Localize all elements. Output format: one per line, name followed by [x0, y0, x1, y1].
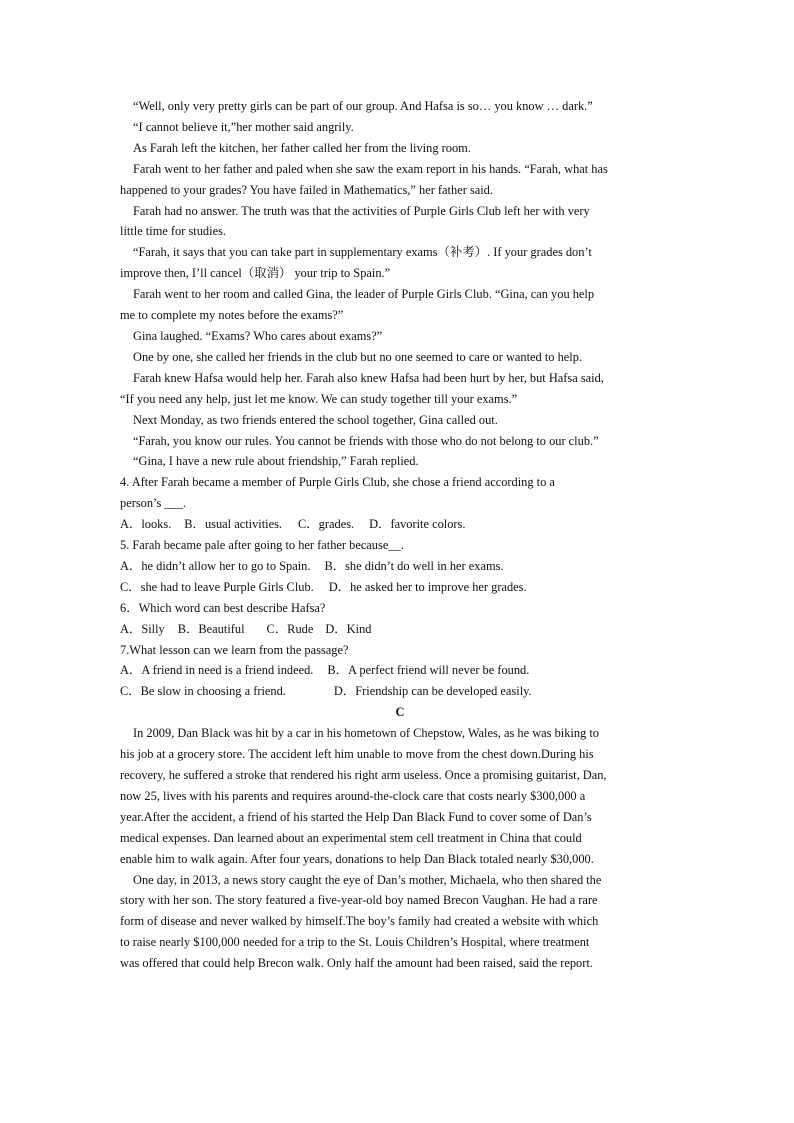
document-page	[120, 96, 680, 974]
passage-b-end-line: me to complete my notes before the exams?”	[120, 308, 344, 323]
passage-c-line: recovery, he suffered a stroke that rendered his right arm useless. Once a promising guitarist, Dan,	[120, 768, 607, 782]
question-stem: 4. After Farah became a member of Purple Girls Club, she chose a friend according to a	[120, 475, 555, 490]
answer-option[interactable]: A．Silly	[120, 621, 165, 636]
passage-c-line: enable him to walk again. After four years, donations to help Dan Black totaled nearly $30,000.	[120, 851, 594, 866]
passage-b-end-line: “If you need any help, just let me know. We can study together till your exams.”	[120, 391, 518, 406]
section-c-heading: C	[395, 705, 405, 720]
answer-option[interactable]: C．Be slow in choosing a friend.	[120, 684, 286, 699]
answer-option[interactable]: A．he didn’t allow her to go to Spain.	[120, 558, 311, 573]
passage-b-end-line: Farah had no answer. The truth was that the activities of Purple Girls Club left her with very	[133, 203, 590, 218]
passage-b-end-line: One by one, she called her friends in the club but no one seemed to care or wanted to help.	[133, 349, 583, 364]
option-row	[120, 681, 680, 702]
passage-b-end-line: “Farah, you know our rules. You cannot be friends with those who do not belong to our club.”	[133, 433, 599, 448]
answer-option[interactable]: A．looks.	[120, 517, 172, 532]
answer-option[interactable]: B．usual activities.	[184, 517, 283, 532]
passage-b-end-line: “Well, only very pretty girls can be part of our group. And Hafsa is so… you know … dark.”	[133, 99, 593, 113]
passage-c-line: to raise nearly $100,000 needed for a trip to the St. Louis Children’s Hospital, where treatment	[120, 935, 590, 950]
answer-option[interactable]: C．Rude	[266, 621, 314, 636]
answer-option[interactable]: D．Friendship can be developed easily.	[333, 684, 532, 699]
passage-b-end-line: Farah went to her father and paled when she saw the exam report in his hands. “Farah, what has	[133, 161, 608, 176]
passage-b-end-line: happened to your grades? You have failed in Mathematics,” her father said.	[120, 182, 493, 197]
passage-c-line: In 2009, Dan Black was hit by a car in his hometown of Chepstow, Wales, as he was biking to	[133, 726, 599, 741]
passage-c	[120, 723, 680, 974]
passage-c-line: year.After the accident, a friend of his started the Help Dan Black Fund to cover some of Dan’s	[120, 809, 592, 824]
option-row	[120, 660, 680, 681]
passage-b-end-line: “Farah, it says that you can take part in supplementary exams（补考）. If your grades don’t	[133, 245, 592, 260]
question-list	[120, 472, 680, 702]
question-stem: 7.What lesson can we learn from the passage?	[120, 642, 349, 657]
passage-c-line: now 25, lives with his parents and requires around-the-clock care that costs nearly $300,000 a	[120, 788, 586, 803]
question-stem: 5. Farah became pale after going to her father because__.	[120, 538, 404, 553]
passage-b-end-line: “Gina, I have a new rule about friendship,” Farah replied.	[133, 454, 419, 469]
option-row	[120, 514, 680, 535]
answer-option[interactable]: C．she had to leave Purple Girls Club.	[120, 579, 314, 594]
question-stem: person’s ___.	[120, 496, 187, 511]
passage-c-line: his job at a grocery store. The accident left him unable to move from the chest down.During his	[120, 747, 594, 762]
answer-option[interactable]: B．she didn’t do well in her exams.	[324, 558, 504, 573]
passage-b-end-line: Farah knew Hafsa would help her. Farah also knew Hafsa had been hurt by her, but Hafsa said,	[133, 370, 604, 385]
passage-c-line: One day, in 2013, a news story caught the eye of Dan’s mother, Michaela, who then shared the	[133, 872, 602, 887]
passage-b-end-line: little time for studies.	[120, 224, 226, 239]
passage-c-line: medical expenses. Dan learned about an experimental stem cell treatment in China that could	[120, 830, 582, 845]
passage-b-end-line: “I cannot believe it,”her mother said angrily.	[133, 119, 354, 134]
answer-option[interactable]: D．he asked her to improve her grades.	[328, 579, 527, 594]
passage-c-line: form of disease and never walked by himself.The boy’s family had created a website with which	[120, 914, 599, 929]
answer-option[interactable]: D．Kind	[325, 621, 372, 636]
passage-b-end-line: Farah went to her room and called Gina, the leader of Purple Girls Club. “Gina, can you help	[133, 287, 595, 302]
answer-option[interactable]: C．grades.	[298, 517, 355, 532]
question-stem: 6．Which word can best describe Hafsa?	[120, 600, 326, 615]
passage-c-line: was offered that could help Brecon walk. Only half the amount had been raised, said the report.	[120, 956, 593, 971]
passage-b-end-line: Next Monday, as two friends entered the school together, Gina called out.	[133, 412, 498, 427]
passage-b-ending	[120, 96, 680, 472]
answer-option[interactable]: B．Beautiful	[177, 621, 245, 636]
passage-b-end-line: Gina laughed. “Exams? Who cares about exams?”	[133, 328, 383, 343]
answer-option[interactable]: A．A friend in need is a friend indeed.	[120, 663, 314, 678]
answer-option[interactable]: B．A perfect friend will never be found.	[327, 663, 530, 678]
passage-b-end-line: As Farah left the kitchen, her father called her from the living room.	[133, 140, 471, 155]
option-row	[120, 619, 680, 640]
passage-c-line: story with her son. The story featured a five-year-old boy named Brecon Vaughan. He had a rare	[120, 893, 598, 908]
answer-option[interactable]: D．favorite colors.	[369, 517, 466, 532]
option-row	[120, 556, 680, 577]
option-row	[120, 577, 680, 598]
passage-b-end-line: improve then, I’ll cancel（取消） your trip to Spain.”	[120, 266, 391, 281]
